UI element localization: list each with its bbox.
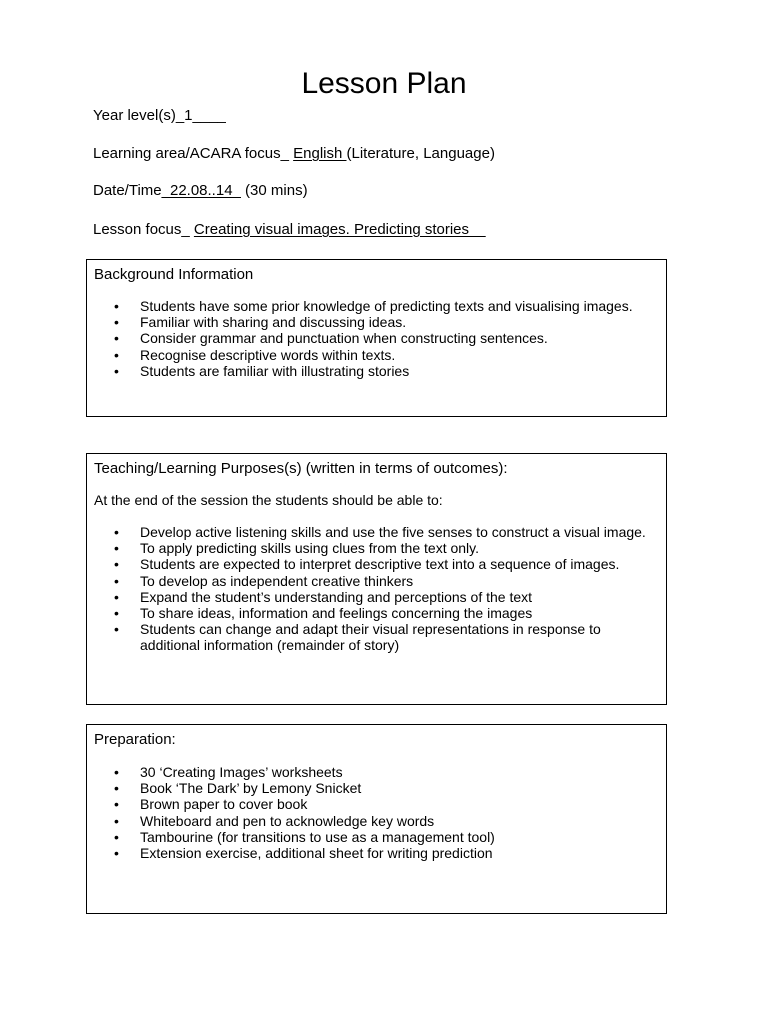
preparation-heading: Preparation: — [94, 731, 176, 748]
list-item: • Students are familiar with illustrating stories — [87, 363, 662, 379]
list-item: • Students can change and adapt their visual representations in response to additional information (remainder of story) — [87, 621, 662, 653]
list-item: • Brown paper to cover book — [87, 796, 662, 812]
year-level-label: Year level(s)_ — [93, 107, 185, 124]
date-time-label: Date/Time — [93, 182, 162, 199]
list-item: • Develop active listening skills and use the five senses to construct a visual image. — [87, 524, 662, 540]
purposes-intro: At the end of the session the students should be able to: — [94, 492, 443, 508]
list-item: • Book ‘The Dark’ by Lemony Snicket — [87, 780, 662, 796]
list-item: • Consider grammar and punctuation when constructing sentences. — [87, 330, 662, 346]
list-item: • Familiar with sharing and discussing ideas. — [87, 314, 662, 330]
lesson-focus-value: Creating visual images. Predicting stories — [193, 221, 486, 238]
background-heading: Background Information — [94, 266, 254, 283]
learning-area-field — [93, 144, 495, 164]
list-item: • 30 ‘Creating Images’ worksheets — [87, 764, 662, 780]
preparation-box — [86, 724, 667, 914]
list-item: • Recognise descriptive words within texts. — [87, 347, 662, 363]
preparation-list — [87, 764, 662, 861]
list-item: • Students are expected to interpret descriptive text into a sequence of images. — [87, 556, 662, 572]
year-level-field — [93, 106, 226, 126]
list-item: • To share ideas, information and feelings concerning the images — [87, 605, 662, 621]
background-list — [87, 298, 662, 379]
purposes-list — [87, 524, 662, 654]
date-time-field — [93, 181, 308, 201]
list-item: • Tambourine (for transitions to use as a management tool) — [87, 829, 662, 845]
list-item: • Extension exercise, additional sheet for writing prediction — [87, 845, 662, 861]
list-item: • Whiteboard and pen to acknowledge key words — [87, 813, 662, 829]
date-time-value: _22.08..14_ — [161, 182, 241, 199]
learning-area-value: English — [293, 145, 347, 162]
list-item: • Students have some prior knowledge of predicting texts and visualising images. — [87, 298, 662, 314]
learning-area-suffix: (Literature, Language) — [346, 145, 495, 162]
date-time-suffix: (30 mins) — [240, 182, 308, 199]
list-item: • To apply predicting skills using clues from the text only. — [87, 540, 662, 556]
year-level-value: 1____ — [184, 107, 226, 124]
list-item: • Expand the student’s understanding and perceptions of the text — [87, 589, 662, 605]
lesson-focus-label: Lesson focus_ — [93, 221, 194, 238]
purposes-heading: Teaching/Learning Purposes(s) (written in terms of outcomes): — [94, 460, 508, 477]
background-information-box — [86, 259, 667, 417]
list-item: • To develop as independent creative thinkers — [87, 573, 662, 589]
lesson-focus-field — [93, 220, 486, 240]
page-title: Lesson Plan — [301, 67, 467, 100]
teaching-purposes-box — [86, 453, 667, 705]
learning-area-label: Learning area/ACARA focus_ — [93, 145, 294, 162]
